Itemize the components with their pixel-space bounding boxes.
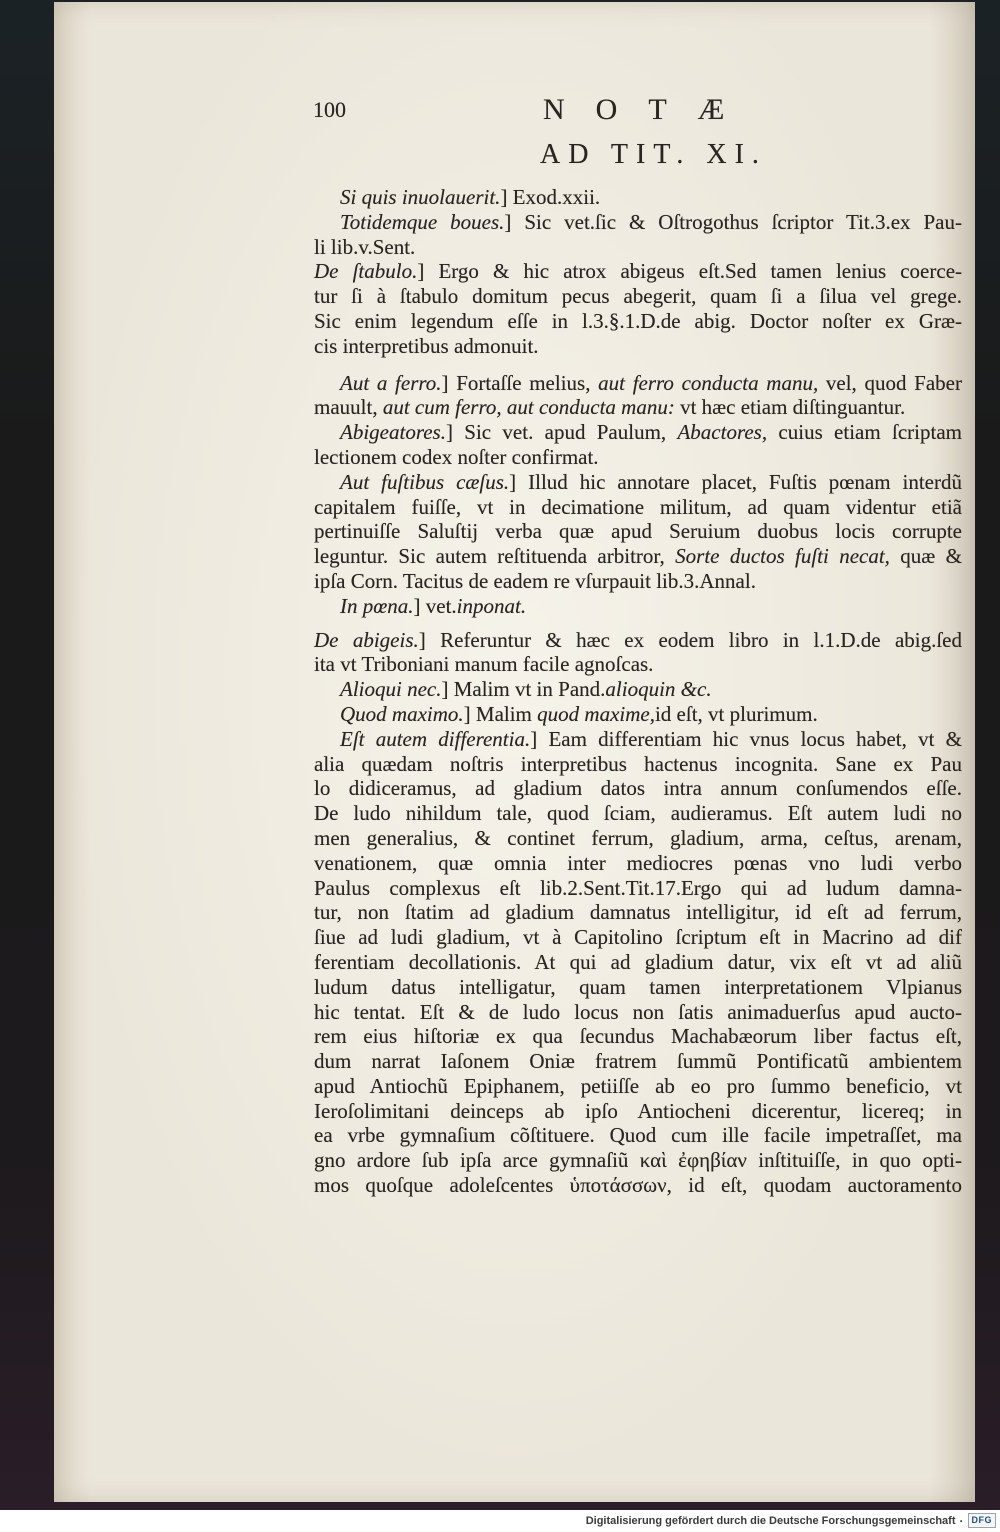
text-run: mos quoſque adoleſcentes ὑποτάσσων, id eſt, quodam auctoramento: [314, 1173, 962, 1198]
text-line: [314, 628, 962, 653]
text-line: [314, 1000, 962, 1025]
text-run: Paulus complexus eſt lib.2.Sent.Tit.17.Ergo qui ad ludum damna-: [314, 875, 962, 900]
note-paragraph: [314, 727, 962, 1198]
text-run: cis interpretibus admonuit.: [314, 333, 539, 358]
text-run: men generalius, & continet ferrum, gladium, arma, ceſtus, arenam,: [314, 825, 962, 850]
section-title: AD TIT. XI.: [540, 139, 767, 170]
text-run: hic tentat. Eſt & de ludo locus non ſatis animaduerſus apud aucto-: [314, 999, 962, 1024]
text-run: ea vrbe gymnaſium cõſtituere. Quod cum ille facile impetraſſet, ma: [314, 1123, 962, 1148]
italic-text: quod maxime,: [537, 701, 655, 726]
italic-text: aut ferro conducta manu,: [598, 370, 819, 395]
text-run: dum narrat Iaſonem Oniæ fratrem ſummũ Pontificatũ ambientem: [314, 1049, 962, 1074]
text-line: [314, 445, 962, 470]
text-run: ] Sic vet.ſic & Oſtrogothus ſcriptor Tit.3.ex Pau-: [504, 209, 962, 234]
text-line: [314, 975, 962, 1000]
text-line: [314, 594, 962, 619]
text-run: Sic enim legendum eſſe in l.3.§.1.D.de abig. Doctor noſter ex Græ-: [314, 308, 962, 333]
text-run: venationem, quæ omnia inter mediocres pœnas vno ludi verbo: [314, 850, 962, 875]
lemma: Si quis inuolauerit.: [340, 185, 501, 209]
running-head: NOTÆ: [543, 93, 756, 126]
page-number: 100: [313, 97, 346, 122]
text-line: [314, 334, 962, 359]
text-run: vt hæc etiam diſtinguantur.: [674, 395, 906, 420]
text-run: ludum datus intelligatur, quam tamen interpretationem Vlpianus: [314, 974, 962, 999]
footer-separator: ·: [959, 1513, 964, 1528]
dfg-logo-icon: DFG: [968, 1513, 997, 1528]
text-line: [314, 1074, 962, 1099]
note-paragraph: [314, 259, 962, 358]
text-line: [314, 1148, 962, 1173]
note-paragraph: [314, 210, 962, 260]
text-line: [314, 284, 962, 309]
text-run: ] Illud hic annotare placet, Fuſtis pœnam interdũ: [509, 469, 962, 494]
note-paragraph: [314, 185, 962, 210]
text-line: [314, 801, 962, 826]
note-paragraph: [314, 702, 962, 727]
text-line: [314, 900, 962, 925]
text-line: [314, 1123, 962, 1148]
lemma: Alioqui nec.: [340, 677, 442, 702]
text-run: gno ardore ſub ipſa arce gymnaſiũ καὶ ἐφηβίαν inſtituiſſe, in quo opti-: [314, 1148, 962, 1173]
text-run: ] Malim: [463, 701, 538, 726]
lemma: In pœna.: [340, 593, 414, 618]
text-run: lo didiceramus, ad gladium datos intra annum conſumendos eſſe.: [314, 776, 962, 801]
text-run: tur, non ſtatim ad gladium damnatus intelligitur, id eſt ad ferrum,: [314, 900, 962, 925]
note-paragraph: [314, 470, 962, 594]
text-run: id eſt, vt plurimum.: [654, 701, 818, 726]
text-line: [314, 495, 962, 520]
text-line: [314, 826, 962, 851]
text-run: alia quædam noſtris interpretibus hactenus incognita. Sane ex Pau: [314, 751, 962, 776]
lemma: Abigeatores.: [340, 420, 446, 445]
text-line: [314, 470, 962, 495]
text-line: [314, 727, 962, 752]
text-run: pertinuiſſe Saluſtij verba quæ apud Seruium duobus locis corrupte: [314, 519, 962, 544]
text-run: Ieroſolimitani deinceps ab ipſo Antiocheni dicerentur, licereq; in: [314, 1098, 962, 1123]
text-run: ] Exod.xxii.: [500, 185, 601, 209]
note-paragraph: [314, 371, 962, 421]
text-run: ferentiam decollationis. At qui ad gladium datur, vix eſt vt ad aliũ: [314, 949, 962, 974]
text-line: [314, 235, 962, 260]
digitization-footer: [586, 1511, 996, 1530]
text-run: apud Antiochũ Epiphanem, petiiſſe ab eo pro ſummo beneficio, vt: [314, 1073, 962, 1098]
text-line: [314, 950, 962, 975]
text-line: [314, 544, 962, 569]
text-run: De ludo nihildum tale, quod ſciam, audieramus. Eſt autem ludi no: [314, 801, 962, 826]
lemma: Eſt autem differentia.: [340, 726, 531, 751]
lemma: Aut a ferro.: [340, 370, 442, 395]
text-line: [314, 569, 962, 594]
text-line: [314, 1173, 962, 1198]
italic-text: inponat.: [456, 593, 527, 618]
italic-text: aut cum ferro, aut conducta manu:: [382, 395, 675, 420]
text-line: [314, 1024, 962, 1049]
note-paragraph: [314, 628, 962, 678]
text-run: capitalem fuiſſe, vt in decimatione militum, ad quam videntur etiã: [314, 494, 962, 519]
note-paragraph: [314, 594, 962, 619]
text-line: [314, 851, 962, 876]
text-line: [314, 702, 962, 727]
text-line: [314, 371, 962, 396]
text-run: cuius etiam ſcriptam: [767, 420, 962, 445]
text-run: mauult,: [314, 395, 383, 420]
text-run: ] Referuntur & hæc ex eodem libro in l.1.D.de abig.ſed: [418, 627, 963, 652]
text-run: vel, quod Faber: [818, 370, 962, 395]
text-line: [314, 210, 962, 235]
text-run: ] Sic vet. apud Paulum,: [445, 420, 678, 445]
text-line: [314, 185, 962, 210]
text-run: ipſa Corn. Tacitus de eadem re vſurpauit lib.3.Annal.: [314, 568, 756, 593]
text-line: [314, 876, 962, 901]
text-run: ] vet.: [413, 593, 457, 618]
text-run: ſiue ad ludi gladium, vt à Capitolino ſcriptum eſt in Macrino ad dif: [314, 925, 962, 950]
text-line: [314, 1099, 962, 1124]
text-line: [314, 1049, 962, 1074]
text-line: [314, 259, 962, 284]
lemma: Quod maximo.: [340, 701, 464, 726]
note-paragraph: [314, 420, 962, 470]
lemma: De abigeis.: [314, 627, 419, 652]
text-run: ] Malim vt in Pand.: [441, 677, 606, 702]
text-line: [314, 420, 962, 445]
text-run: tur ſi à ſtabulo domitum pecus abegerit, quam ſi a ſilua vel grege.: [314, 284, 962, 309]
italic-text: Sorte ductos fuſti necat,: [675, 544, 890, 569]
text-run: ] Eam differentiam hic vnus locus habet, vt &: [530, 726, 962, 751]
text-line: [314, 677, 962, 702]
text-run: ] Ergo & hic atrox abigeus eſt.Sed tamen lenius coerce-: [417, 259, 963, 284]
text-run: leguntur. Sic autem reſtituenda arbitror,: [314, 544, 676, 569]
text-line: [314, 752, 962, 777]
text-line: [314, 925, 962, 950]
lemma: De ſtabulo.: [314, 259, 418, 284]
text-run: li lib.v.Sent.: [314, 234, 416, 259]
lemma: Totidemque boues.: [340, 209, 505, 234]
notes-body: [314, 185, 962, 1198]
italic-text: Abactores,: [677, 420, 768, 445]
text-run: quæ &: [889, 544, 962, 569]
funding-credit: Digitalisierung gefördert durch die Deutsche Forschungsgemeinschaft: [585, 1514, 956, 1527]
text-line: [314, 776, 962, 801]
text-run: ] Fortaſſe melius,: [441, 370, 599, 395]
lemma: Aut fuſtibus cæſus.: [340, 469, 510, 494]
text-run: ita vt Triboniani manum facile agnoſcas.: [314, 652, 654, 677]
text-run: rem eius hiſtoriæ ex qua ſecundus Machabæorum liber factus eſt,: [314, 1024, 962, 1049]
text-line: [314, 652, 962, 677]
italic-text: alioquin &c.: [605, 677, 712, 702]
text-run: lectionem codex noſter confirmat.: [314, 444, 599, 469]
text-line: [314, 309, 962, 334]
text-line: [314, 519, 962, 544]
text-line: [314, 395, 962, 420]
note-paragraph: [314, 677, 962, 702]
